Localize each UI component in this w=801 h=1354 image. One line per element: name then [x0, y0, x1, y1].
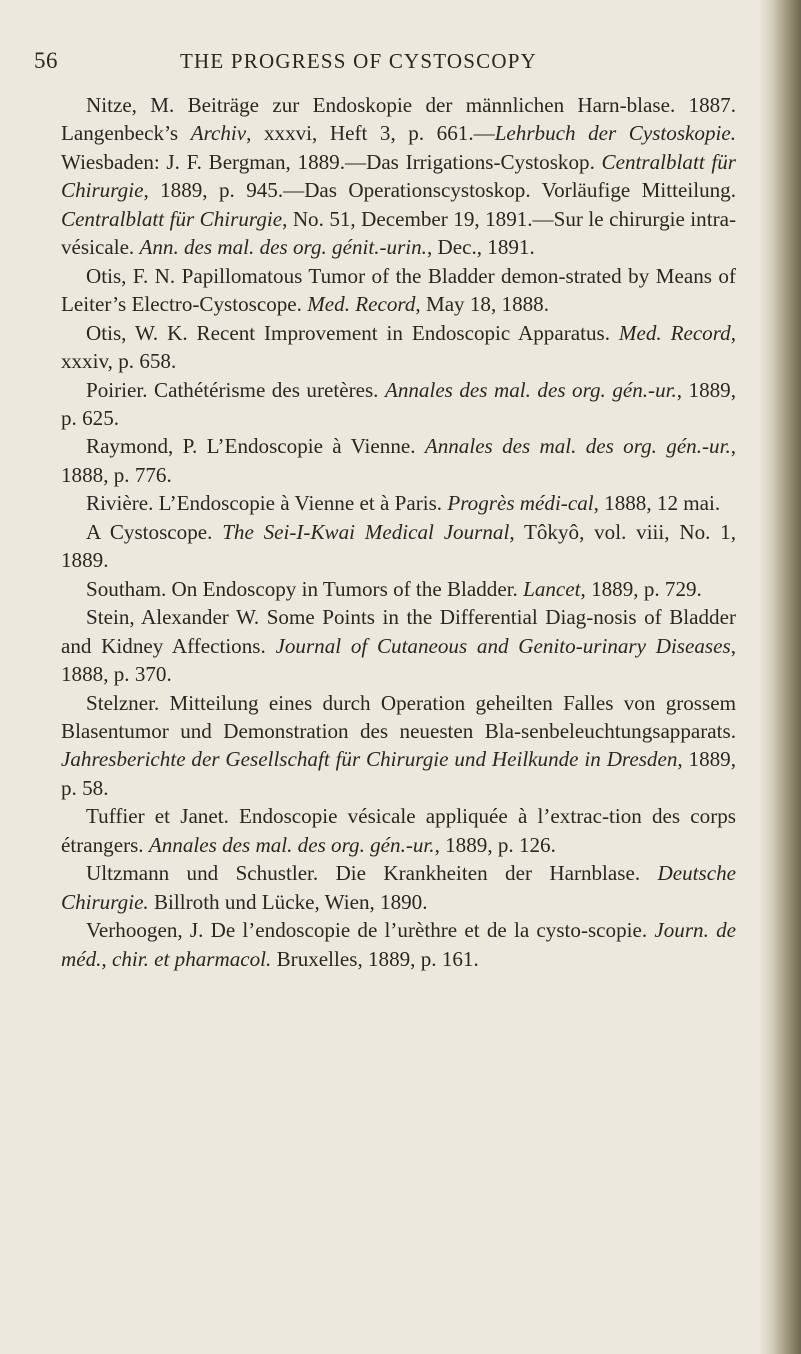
entry-text: , xxxvi, Heft 3, p. 661.—	[246, 121, 495, 146]
entry-text: , 1889, p. 126.	[434, 832, 556, 857]
entry-text: Verhoogen, J. De l’endoscopie de l’urèthre et de la cysto-scopie.	[86, 918, 655, 943]
entry-text: Southam. On Endoscopy in Tumors of the Bladder.	[86, 576, 524, 601]
entry-text: , 1889, p. 945.—Das Operationscystoskop. Vorläufige Mitteilung.	[143, 178, 736, 203]
entry-text: , May 18, 1888.	[415, 292, 549, 317]
bibliography-entry	[61, 376, 736, 433]
entry-title-italic: Lancet	[523, 576, 581, 601]
entry-title-italic: Progrès médi-cal	[447, 491, 594, 516]
entry-text: Poirier. Cathétérisme des uretères.	[86, 377, 385, 402]
bibliography-entry	[61, 518, 736, 575]
entry-title-italic: Deutsche Chirurgie.	[61, 861, 736, 914]
entry-title-italic: Archiv	[190, 121, 247, 146]
entry-title-italic: Annales des mal. des org. gén.-ur.	[148, 832, 435, 857]
entry-text: , 1889, p. 729.	[580, 576, 702, 601]
entry-title-italic: Lehrbuch der Cystoskopie.	[494, 121, 736, 146]
bibliography-entry	[61, 91, 736, 262]
running-head	[34, 48, 734, 80]
bibliography-entry	[61, 689, 736, 803]
entry-title-italic: Med. Record	[618, 320, 731, 345]
entry-title-italic: The Sei-I-Kwai Medical Journal	[222, 519, 510, 544]
entry-text: , 1888, p. 370.	[61, 633, 736, 687]
entry-title-italic: Med. Record	[307, 292, 416, 317]
entry-title-italic: Annales des mal. des org. gén.-ur.	[384, 377, 677, 402]
bibliography-entry	[61, 575, 736, 603]
entry-text: A Cystoscope.	[86, 519, 223, 544]
entry-text: Raymond, P. L’Endoscopie à Vienne.	[86, 434, 425, 459]
entry-text: , 1888, 12 mai.	[593, 491, 721, 516]
entry-text: Stein, Alexander W. Some Points in the Differential Diag-nosis of Bladder and Kidney Affections.	[61, 605, 736, 658]
entry-text: Otis, W. K. Recent Improvement in Endoscopic Apparatus.	[86, 320, 619, 345]
bibliography-entry	[61, 802, 736, 859]
entry-title-italic: Centralblatt für Chirurgie	[61, 206, 283, 231]
bibliography-list	[61, 91, 736, 973]
bibliography-entry	[61, 432, 736, 489]
running-title: THE PROGRESS OF CYSTOSCOPY	[180, 49, 537, 73]
entry-title-italic: Journal of Cutaneous and Genito-urinary Diseases	[275, 633, 731, 658]
entry-text: Billroth und Lücke, Wien, 1890.	[148, 889, 428, 914]
entry-text: , Tôkyô, vol. viii, No. 1, 1889.	[61, 519, 736, 573]
bibliography-entry	[61, 319, 736, 376]
entry-text: Bruxelles, 1889, p. 161.	[271, 946, 479, 971]
entry-text: Otis, F. N. Papillomatous Tumor of the Bladder demon-strated by Means of Leiter’s Electro-Cystoscope.	[61, 263, 736, 317]
entry-text: Tuffier et Janet. Endoscopie vésicale appliquée à l’extrac-tion des corps étrangers.	[61, 804, 736, 857]
entry-title-italic: Jahresberichte der Gesellschaft für Chirurgie und Heilkunde in Dresden	[61, 747, 678, 772]
bibliography-entry	[61, 489, 736, 517]
entry-text: , xxxiv, p. 658.	[61, 320, 736, 374]
entry-title-italic: Journ. de méd., chir. et pharmacol.	[61, 918, 736, 971]
page-number: 56	[34, 48, 58, 73]
entry-text: , Dec., 1891.	[426, 235, 535, 260]
entry-text: , 1889, p. 58.	[61, 747, 736, 800]
bibliography-entry	[61, 859, 736, 916]
entry-title-italic: Annales des mal. des org. gén.-ur.	[424, 434, 731, 459]
entry-title-italic: Ann. des mal. des org. génit.-urin.	[139, 235, 427, 260]
entry-text: Rivière. L’Endoscopie à Vienne et à Paris.	[86, 491, 448, 516]
bibliography-entry	[61, 916, 736, 973]
entry-text: Wiesbaden: J. F. Bergman, 1889.—Das Irrigations-Cystoskop.	[61, 149, 602, 174]
entry-text: , 1889, p. 625.	[61, 377, 736, 430]
bibliography-entry	[61, 603, 736, 688]
entry-text: Ultzmann und Schustler. Die Krankheiten der Harnblase.	[86, 861, 658, 886]
entry-title-italic: Centralblatt für Chirurgie	[61, 149, 736, 203]
entry-text: , No. 51, December 19, 1891.—Sur le chirurgie intra-vésicale.	[61, 206, 736, 260]
entry-text: , 1888, p. 776.	[61, 434, 736, 487]
entry-text: Stelzner. Mitteilung eines durch Operation geheilten Falles von grossem Blasentumor und Demonstration des neuesten Bla-senbeleuchtungsapparats.	[61, 690, 736, 743]
bibliography-entry	[61, 262, 736, 319]
page-binding-edge	[759, 0, 801, 1354]
entry-text: Nitze, M. Beiträge zur Endoskopie der männlichen Harn-blase. 1887. Langenbeck’s	[61, 93, 736, 146]
